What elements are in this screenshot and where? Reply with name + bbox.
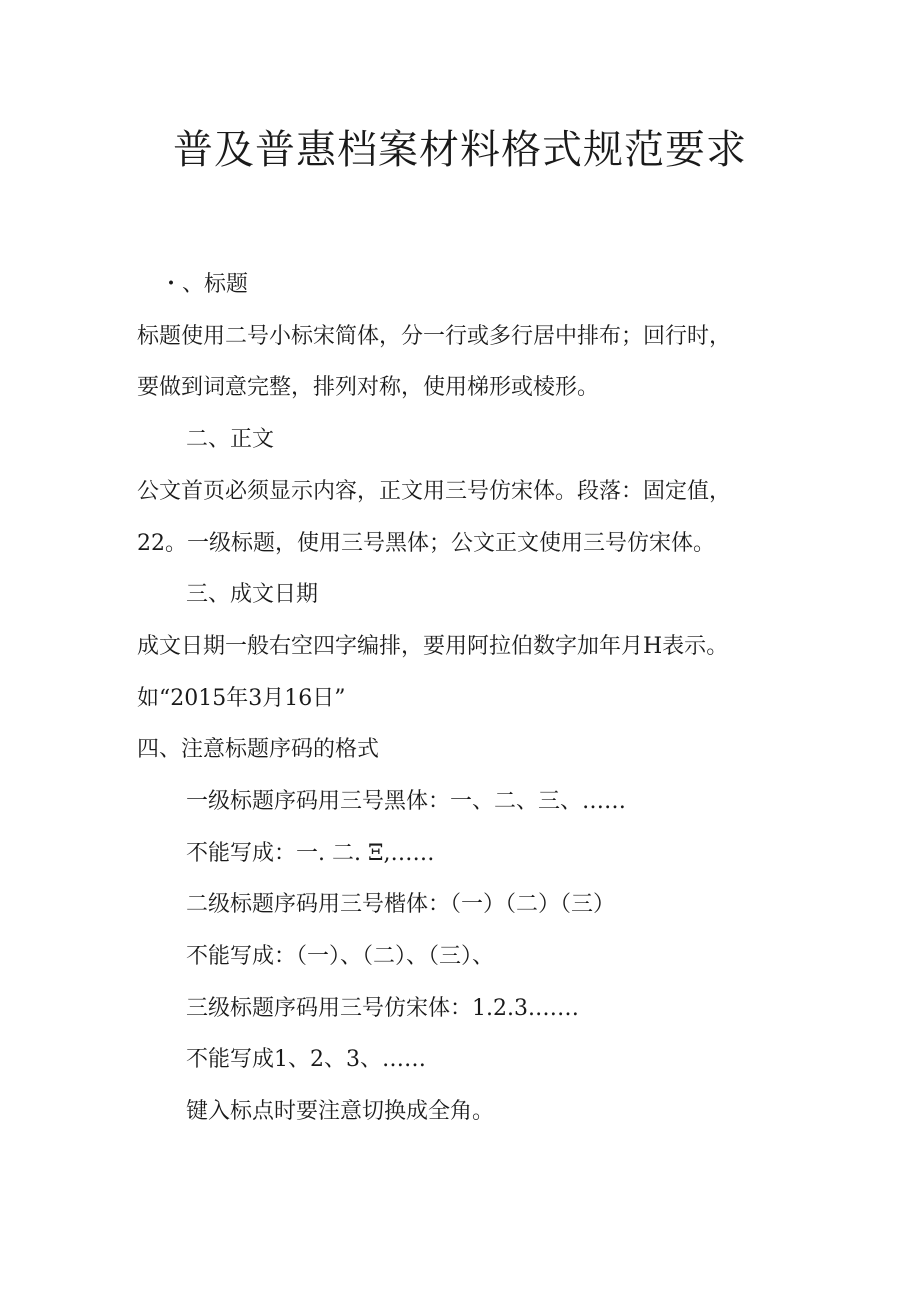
paragraph-line: 不能写成：（一）、（二）、（三）、 bbox=[186, 944, 495, 969]
paragraph-line: 不能写成：一. 二. Ξ,…… bbox=[186, 841, 435, 866]
paragraph-line: 如“2015年3月16日” bbox=[137, 686, 346, 711]
section-heading-numbering: 四、注意标题序码的格式 bbox=[137, 737, 380, 762]
paragraph-line: 公文首页必须显示内容，正文用三号仿宋体。段落：固定值， bbox=[137, 479, 732, 504]
paragraph-line: 二级标题序码用三号楷体：（一）（二）（三） bbox=[186, 892, 616, 917]
paragraph-line: 要做到词意完整，排列对称，使用梯形或棱形。 bbox=[137, 375, 600, 400]
document-title: 普及普惠档案材料格式规范要求 bbox=[173, 127, 747, 173]
section-heading-title: ・、标题 bbox=[160, 272, 249, 297]
paragraph-line: 22。一级标题，使用三号黑体；公文正文使用三号仿宋体。 bbox=[137, 531, 715, 556]
paragraph-line: 三级标题序码用三号仿宋体：1.2.3.…… bbox=[186, 996, 579, 1021]
section-heading-date: 三、成文日期 bbox=[186, 582, 319, 607]
paragraph-line: 键入标点时要注意切换成全角。 bbox=[186, 1099, 495, 1124]
paragraph-line: 不能写成1、2、3、…… bbox=[186, 1047, 426, 1072]
paragraph-line: 成文日期一般右空四字编排，要用阿拉伯数字加年月H表示。 bbox=[137, 634, 729, 659]
paragraph-line: 一级标题序码用三号黑体：一、二、三、…… bbox=[186, 789, 627, 814]
paragraph-line: 标题使用二号小标宋简体，分一行或多行居中排布；回行时， bbox=[137, 324, 732, 349]
section-heading-body: 二、正文 bbox=[186, 427, 275, 452]
